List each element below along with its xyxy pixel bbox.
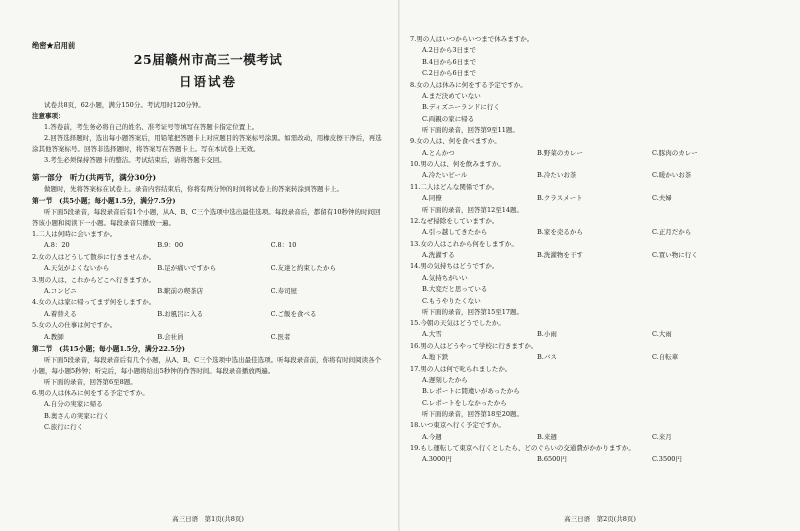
option-5b: B.会社員 — [157, 332, 184, 341]
option-row — [32, 332, 384, 343]
question-item: 13.女の人はこれから何をしますか。 — [410, 239, 518, 248]
notice-title: 注意事项： — [32, 112, 65, 120]
option-item: C.買い物に行く — [652, 250, 698, 259]
question-5: 5.女の人の仕事は何ですか。 — [32, 321, 117, 330]
option-4a: A.着替える — [44, 309, 77, 318]
option-2b: B.足が痛いですから — [157, 264, 217, 273]
question-item: 8.女の人は休みに何をする予定ですか。 — [410, 80, 527, 89]
option-row — [410, 250, 786, 261]
option-6a: A.自分の実家に帰る — [44, 400, 103, 409]
option-item: B.小雨 — [537, 330, 557, 339]
option-item: A.同僚 — [422, 194, 442, 203]
option-item: C.来月 — [652, 432, 672, 441]
option-item: A.大雪 — [422, 330, 442, 339]
option-item: C.自転車 — [652, 353, 679, 362]
option-item: B.洗濯物を干す — [537, 250, 583, 259]
option-item: A.遅刻したから — [422, 375, 468, 384]
option-item: A.洗濯する — [422, 250, 455, 259]
right-question-list — [410, 34, 786, 466]
sec1-question-list — [32, 229, 384, 343]
secret-mark: 绝密★启用前 — [32, 41, 76, 50]
listening-instruction: 听下面的录音，回答第15至17题。 — [422, 307, 524, 316]
option-item: C.大雨 — [652, 330, 672, 339]
option-5c: C.医者 — [270, 332, 291, 341]
question-3: 3.男の人は、これからどこへ行きますか。 — [32, 275, 155, 284]
option-item: A.引っ越してきたから — [422, 228, 488, 237]
question-item: 17.男の人は何で叱られましたか。 — [410, 364, 512, 373]
listening-instruction: 听下面的录音，回答第12至14题。 — [422, 205, 524, 214]
left-footer: 高三日语 第1页(共8页) — [172, 515, 244, 523]
option-item: B.4日から6日まで — [422, 57, 477, 66]
option-item: A.今週 — [422, 432, 442, 441]
option-item: C.夫婦 — [652, 194, 672, 203]
sec2-desc: 听下面5段录音，每段录音后有几个小题，从A、B、C三个选项中选出最佳选项。听每段录音前，你将有时间阅读各个小题，每小题5秒钟；听完后，每小题将给出5秒钟的作答时间。每段录音播放两遍。 — [32, 356, 382, 376]
notice-item-2: 2.回答选择题时，选出每小题答案后，用铅笔把答题卡上对应题目的答案标号涂黑。如需改动，用橡皮擦干净后，再选涂其他答案标号。回答非选择题时，将答案写在答题卡上。写在本试卷上无效。 — [32, 134, 382, 153]
option-item: C.もうやりたくない — [422, 296, 481, 305]
option-item: B.来週 — [537, 432, 557, 441]
option-item: A.気持ちがいい — [422, 273, 468, 282]
option-1b: B.9：00 — [157, 241, 184, 250]
option-item: A.冷たいビール — [422, 171, 468, 180]
sec1-title: 第一节 (共5小题；每小题1.5分，满分7.5分) — [32, 197, 176, 205]
option-row — [410, 454, 786, 465]
right-footer: 高三日语 第2页(共8页) — [564, 515, 636, 523]
right-page — [400, 0, 800, 531]
option-item: B.冷たいお茶 — [537, 171, 577, 180]
exam-intro: 试卷共8页，62小题，满分150分。考试用时120分钟。 — [44, 101, 205, 109]
option-row — [410, 170, 786, 181]
option-item: B.バス — [537, 353, 557, 362]
option-row — [410, 352, 786, 363]
option-row — [32, 263, 384, 274]
option-item: C.レポートをしなかったから — [422, 398, 507, 407]
option-item: C.2日から6日まで — [422, 69, 477, 78]
option-item: A.まだ決めていない — [422, 92, 481, 101]
option-item: B.ディズニーランドに行く — [422, 103, 500, 112]
option-item: C.3500円 — [652, 455, 682, 464]
option-item: A.3000円 — [422, 455, 452, 464]
option-item: C.正月だから — [652, 228, 692, 237]
exam-subtitle: 日语试卷 — [178, 74, 237, 89]
option-item: B.野菜のカレー — [537, 148, 583, 157]
question-item: 9.女の人は、何を食べますか。 — [410, 137, 501, 146]
question-item: 16.男の人はどうやって学校に行きますか。 — [410, 341, 538, 350]
option-row — [410, 193, 786, 204]
option-row — [410, 432, 786, 443]
option-6c: C.旅行に行く — [44, 423, 84, 432]
option-row — [410, 227, 786, 238]
option-3a: A.コンビニ — [44, 287, 77, 296]
option-2a: A.天気がよくないから — [44, 264, 110, 273]
question-item: 7.男の人はいつからいつまで休みますか。 — [410, 35, 534, 43]
option-row — [410, 329, 786, 340]
question-item: 12.なぜ掃除をしていますか。 — [410, 216, 499, 225]
listening-instruction: 听下面的录音，回答第9至11题。 — [422, 126, 519, 135]
part1-desc: 做题时，先将答案标在试卷上。录音内容结束后，你将有两分钟的时间将试卷上的答案转涂到答题卡上。 — [44, 185, 343, 193]
notice-item-1: 1.答卷前，考生务必将自己的姓名、准考证号等填写在答题卡指定位置上。 — [44, 123, 259, 131]
option-row — [32, 286, 384, 297]
option-3c: C.寿司屋 — [270, 287, 297, 296]
option-row — [32, 309, 384, 320]
question-item: 19.もし運転して東京へ行くとしたら、どのぐらいの交通費がかかりますか。 — [410, 444, 635, 452]
option-item: B.レポートに間違いがあったから — [422, 387, 520, 396]
option-item: C.豚肉のカレー — [652, 148, 698, 157]
option-2c: C.友達と約束したから — [270, 264, 336, 273]
option-row — [410, 148, 786, 159]
option-item: A.とんかつ — [422, 148, 455, 157]
exam-title: 25届赣州市高三一模考试 — [133, 52, 283, 67]
notice-item-3: 3.考生必须保持答题卡的整洁。考试结束后，请将答题卡交回。 — [44, 156, 226, 164]
listening-instruction: 听下面的录音，回答第18至20题。 — [422, 410, 524, 419]
option-item: C.暖かいお茶 — [652, 171, 692, 180]
question-item: 10.男の人は、何を飲みますか。 — [410, 160, 505, 169]
option-row — [32, 240, 384, 251]
question-item: 11.二人はどんな関係ですか。 — [410, 182, 499, 191]
option-item: A.2日から3日まで — [422, 46, 477, 55]
question-item: 14.男の気持ちはどうですか。 — [410, 262, 499, 271]
question-2: 2.女の人はどうして散歩に行きませんか。 — [32, 252, 156, 261]
option-6b: B.奥さんの実家に行く — [44, 411, 110, 420]
option-1a: A.8：20 — [44, 241, 70, 250]
part1-title: 第一部分 听力(共两节，满分30分) — [32, 173, 157, 182]
option-3b: B.駅前の喫茶店 — [157, 287, 204, 296]
sec2-title: 第二节 (共15小题；每小题1.5分，满分22.5分) — [32, 345, 186, 354]
question-4: 4.女の人は家に帰ってまず何をしますか。 — [32, 298, 156, 307]
option-item: B.家を売るから — [537, 228, 583, 237]
question-item: 15.今朝の天気はどうでしたか。 — [410, 318, 505, 327]
sec2-instruction: 听下面的录音，回答第6至8题。 — [44, 378, 137, 387]
option-item: B.大変だと思っている — [422, 285, 488, 294]
option-item: B.クラスメート — [537, 194, 583, 203]
option-item: C.両親の家に帰る — [422, 114, 475, 123]
option-4c: C.ご飯を食べる — [270, 309, 317, 318]
question-item: 18.いつ東京へ行く予定ですか。 — [410, 421, 505, 430]
question-6: 6.男の人は休みに何をする予定ですか。 — [32, 389, 149, 398]
option-item: B.6500円 — [537, 455, 567, 464]
option-1c: C.8：10 — [270, 241, 297, 250]
option-item: A.地下鉄 — [422, 353, 449, 362]
sec1-desc: 听下面5段录音，每段录音后有1个小题，从A、B、C三个选项中选出最佳选项。每段录音后，都留有10秒钟的时间回答该小题和阅读下一小题。每段录音只播放一遍。 — [32, 208, 381, 227]
option-4b: B.お風呂に入る — [157, 309, 204, 318]
option-5a: A.教師 — [44, 332, 64, 341]
question-1: 1.二人は何時に会いますか。 — [32, 230, 117, 238]
